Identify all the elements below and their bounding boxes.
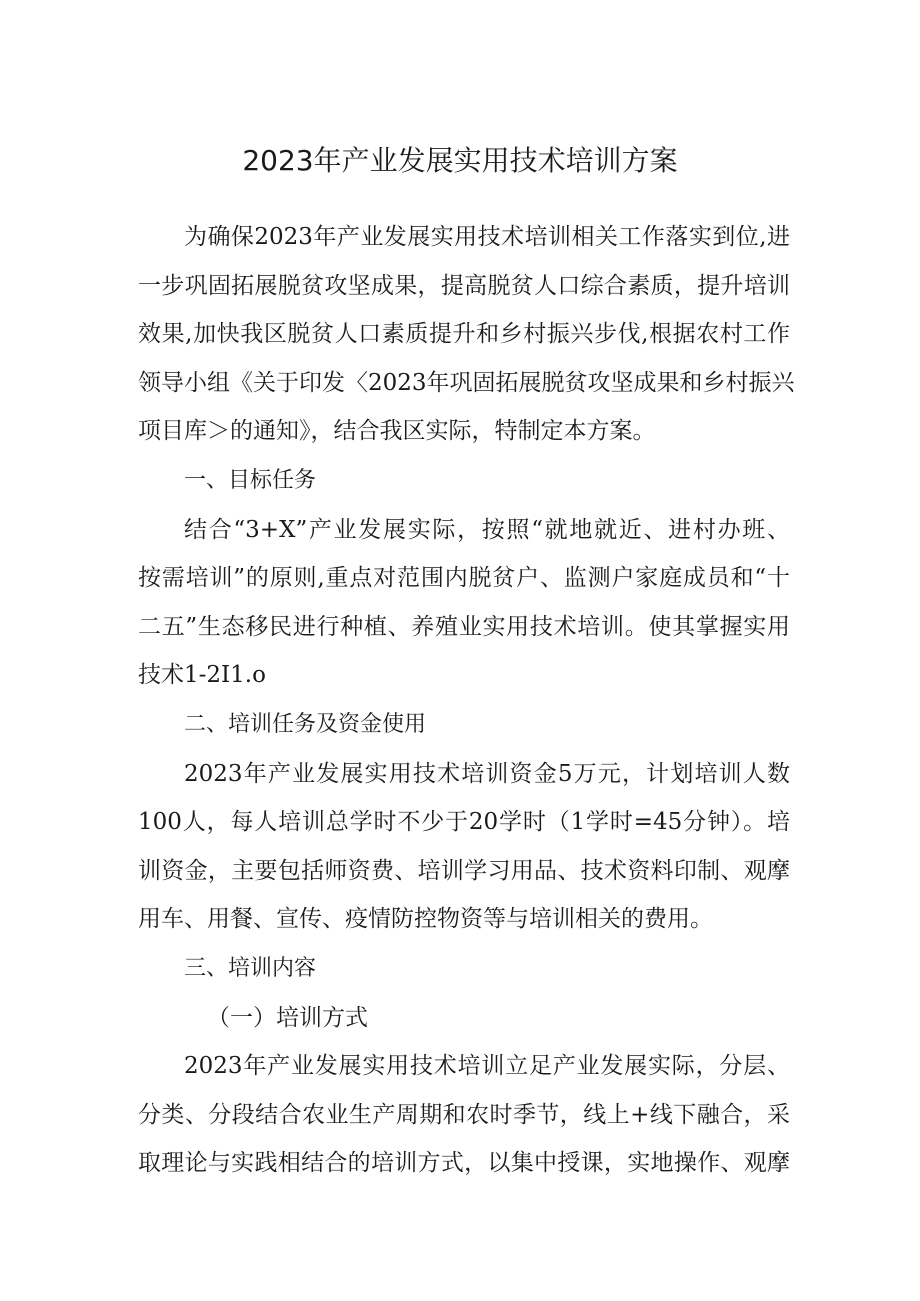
paragraph-line: 训资金，主要包括师资费、培训学习用品、技术资料印制、观摩 (138, 857, 790, 884)
section-heading-goals: 一、目标任务 (184, 467, 317, 493)
paragraph-line: 分类、分段结合农业生产周期和农时季节，线上+线下融合，采 (138, 1101, 790, 1128)
subsection-heading-method: （一）培训方式 (207, 1004, 368, 1031)
paragraph-line: 取理论与实践相结合的培训方式，以集中授课，实地操作、观摩 (138, 1150, 790, 1176)
document-title: 2023年产业发展实用技术培训方案 (242, 144, 678, 177)
document-body (138, 213, 795, 1188)
section-heading-tasks-funds: 二、培训任务及资金使用 (184, 711, 427, 737)
intro-paragraph (138, 213, 795, 456)
tasks-funds-paragraph (138, 750, 790, 944)
section-heading-content: 三、培训内容 (184, 955, 317, 981)
goals-paragraph (138, 506, 790, 700)
paragraph-line: 100人，每人培训总学时不少于20学时（1学时=45分钟）。培 (138, 809, 790, 835)
paragraph-line: 用车、用餐、宣传、疫情防控物资等与培训相关的费用。 (138, 906, 713, 932)
paragraph-line: 领导小组《关于印发〈2023年巩固拓展脱贫攻坚成果和乡村振兴 (138, 369, 795, 396)
paragraph-line: 项目库＞的通知》，结合我区实际，特制定本方案。 (138, 418, 656, 444)
paragraph-line: 技术1-2I1.o (138, 662, 266, 688)
paragraph-line: 为确保2023年产业发展实用技术培训相关工作落实到位,进 (184, 224, 790, 250)
paragraph-line: 一步巩固拓展脱贫攻坚成果，提高脱贫人口综合素质，提升培训 (138, 272, 790, 299)
paragraph-line: 2023年产业发展实用技术培训立足产业发展实际，分层、 (184, 1053, 790, 1079)
paragraph-line: 结合“3+X”产业发展实际，按照“就地就近、进村办班、 (184, 516, 790, 543)
paragraph-line: 2023年产业发展实用技术培训资金5万元，计划培训人数 (184, 760, 790, 787)
paragraph-line: 按需培训”的原则,重点对范围内脱贫户、监测户家庭成员和“十 (138, 565, 790, 591)
method-paragraph (138, 1042, 790, 1188)
paragraph-line: 二五”生态移民进行种植、养殖业实用技术培训。使其掌握实用 (138, 613, 790, 640)
paragraph-line: 效果,加快我区脱贫人口素质提升和乡村振兴步伐,根据农村工作 (138, 321, 790, 347)
